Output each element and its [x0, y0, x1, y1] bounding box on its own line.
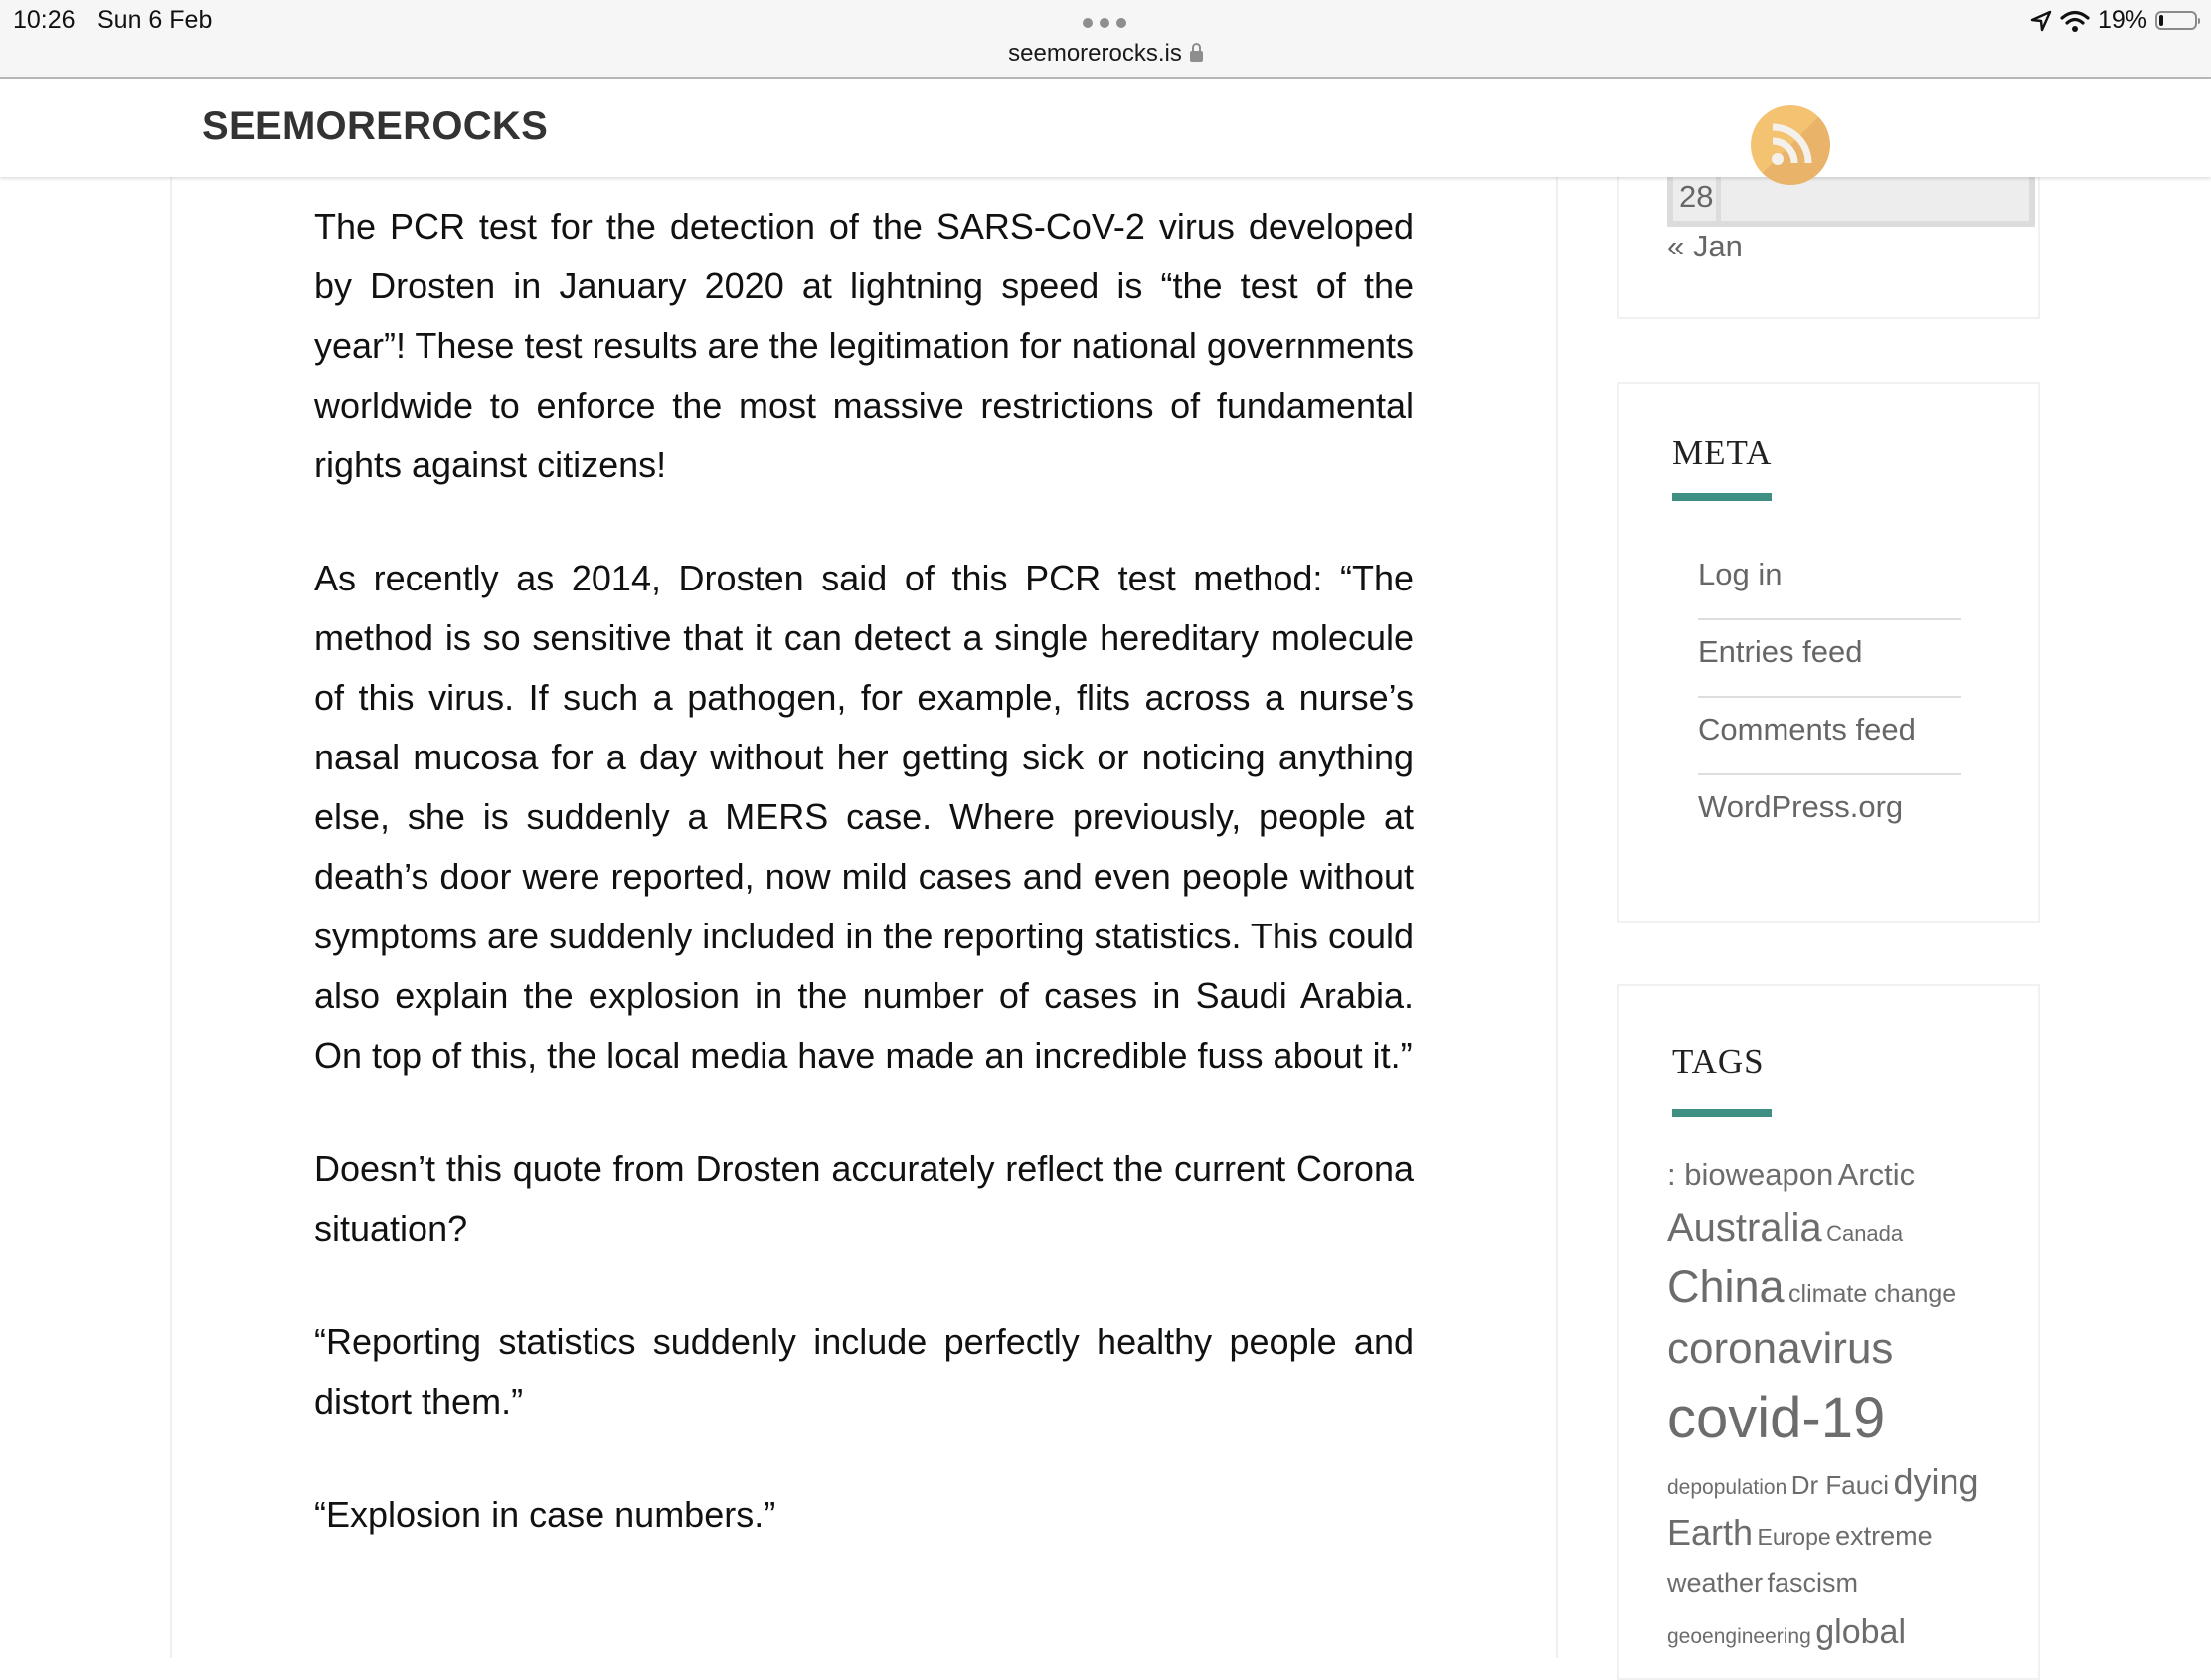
tag-link[interactable]: geoengineering — [1667, 1625, 1811, 1648]
tag-link[interactable]: weather — [1667, 1568, 1764, 1597]
tag-link[interactable]: covid-19 — [1667, 1386, 1886, 1450]
tags-widget-title: TAGS — [1672, 1042, 1765, 1081]
tag-link[interactable]: dying — [1893, 1461, 1979, 1502]
tag-cloud-row — [1667, 1559, 2015, 1606]
tags-widget — [1617, 984, 2040, 1680]
tag-cloud-row — [1667, 1257, 2015, 1318]
meta-link-comments-feed[interactable]: Comments feed — [1698, 698, 1961, 775]
article-paragraph: “Explosion in case numbers.” — [314, 1494, 776, 1535]
calendar-table — [1667, 177, 2035, 227]
meta-link-entries-feed[interactable]: Entries feed — [1698, 620, 1961, 698]
meta-widget — [1617, 382, 2040, 923]
tag-cloud-row — [1667, 1151, 2015, 1199]
tags-title-underline — [1672, 1109, 1772, 1117]
wifi-icon — [2060, 10, 2090, 32]
tag-link[interactable]: extreme — [1835, 1521, 1933, 1551]
tag-link[interactable]: depopulation — [1667, 1476, 1787, 1499]
url-text: seemorerocks.is — [1008, 40, 1182, 67]
tag-link[interactable]: Canada — [1826, 1221, 1904, 1246]
rss-glyph — [1751, 105, 1830, 185]
battery-icon — [2155, 11, 2197, 30]
lock-icon — [1190, 51, 1203, 62]
meta-links — [1698, 543, 1961, 851]
meta-link-log-in[interactable]: Log in — [1698, 543, 1961, 620]
calendar-day: 28 — [1673, 177, 1721, 221]
tag-link[interactable]: fascism — [1767, 1568, 1859, 1597]
article-paragraph: The PCR test for the detection of the SARS-CoV-2 virus developed by Drosten in January 2020 at lightning speed is “the test of the year”! These test results are the legitimation for national governments worldwide to enforce the most massive restrictions of fundamental rights against citizens! — [314, 206, 1414, 485]
tag-cloud-row — [1667, 1606, 2015, 1658]
article-paragraph: Doesn’t this quote from Drosten accurately reflect the current Corona situation? — [314, 1148, 1414, 1249]
tag-cloud-row — [1667, 1199, 2015, 1257]
tag-cloud-row — [1667, 1380, 2015, 1457]
tag-cloud-row — [1667, 1507, 2015, 1559]
site-title[interactable]: SEEMOREROCKS — [202, 104, 549, 148]
tag-link[interactable]: China — [1667, 1261, 1785, 1312]
tag-link[interactable]: Earth — [1667, 1512, 1754, 1553]
meta-link-wordpress-org[interactable]: WordPress.org — [1698, 789, 1904, 824]
tag-link[interactable]: Europe — [1757, 1524, 1831, 1550]
site-header — [0, 79, 2211, 177]
article-paragraph: “Reporting statistics suddenly include perfectly healthy people and distort them.” — [314, 1321, 1414, 1422]
tag-link[interactable]: climate change — [1788, 1280, 1956, 1308]
meta-widget-title: META — [1672, 433, 1773, 472]
rss-feed-icon[interactable] — [1751, 105, 1830, 185]
tag-link[interactable]: Arctic — [1837, 1157, 1916, 1192]
article-paragraph: As recently as 2014, Drosten said of this PCR test method: “The method is so sensitive that it can detect a single hereditary molecule of this virus. If such a pathogen, for example, flits across a nurse’s nasal mucosa for a day without her getting sick or noticing anything else, she is suddenly a MERS case. Where previously, people at death’s door were reported, now mild cases and even people without symptoms are suddenly included in the reporting statistics. This could also explain the explosion in the number of cases in Saudi Arabia. On top of this, the local media have made an incredible fuss about it.” — [314, 558, 1414, 1076]
location-icon — [2030, 10, 2052, 32]
calendar-prev-month-link[interactable]: « Jan — [1667, 229, 1743, 263]
address-bar[interactable] — [0, 40, 2211, 68]
tag-link[interactable]: : bioweapon — [1667, 1157, 1834, 1192]
status-icons — [2030, 6, 2197, 35]
tag-cloud-row — [1667, 1318, 2015, 1380]
tag-link[interactable]: coronavirus — [1667, 1324, 1894, 1373]
tag-cloud-row — [1667, 1457, 2015, 1507]
tag-link[interactable]: Dr Fauci — [1790, 1470, 1889, 1500]
status-date: Sun 6 Feb — [97, 6, 213, 34]
meta-title-underline — [1672, 493, 1772, 501]
status-time: 10:26 — [13, 6, 76, 34]
tag-link[interactable]: global — [1815, 1613, 1906, 1651]
tag-cloud — [1667, 1151, 2015, 1658]
status-bar — [0, 0, 2211, 79]
more-dots-icon[interactable] — [1083, 18, 1126, 28]
tag-link[interactable]: Australia — [1667, 1206, 1822, 1250]
battery-percent: 19% — [2097, 6, 2147, 34]
article-content — [314, 197, 1414, 1598]
